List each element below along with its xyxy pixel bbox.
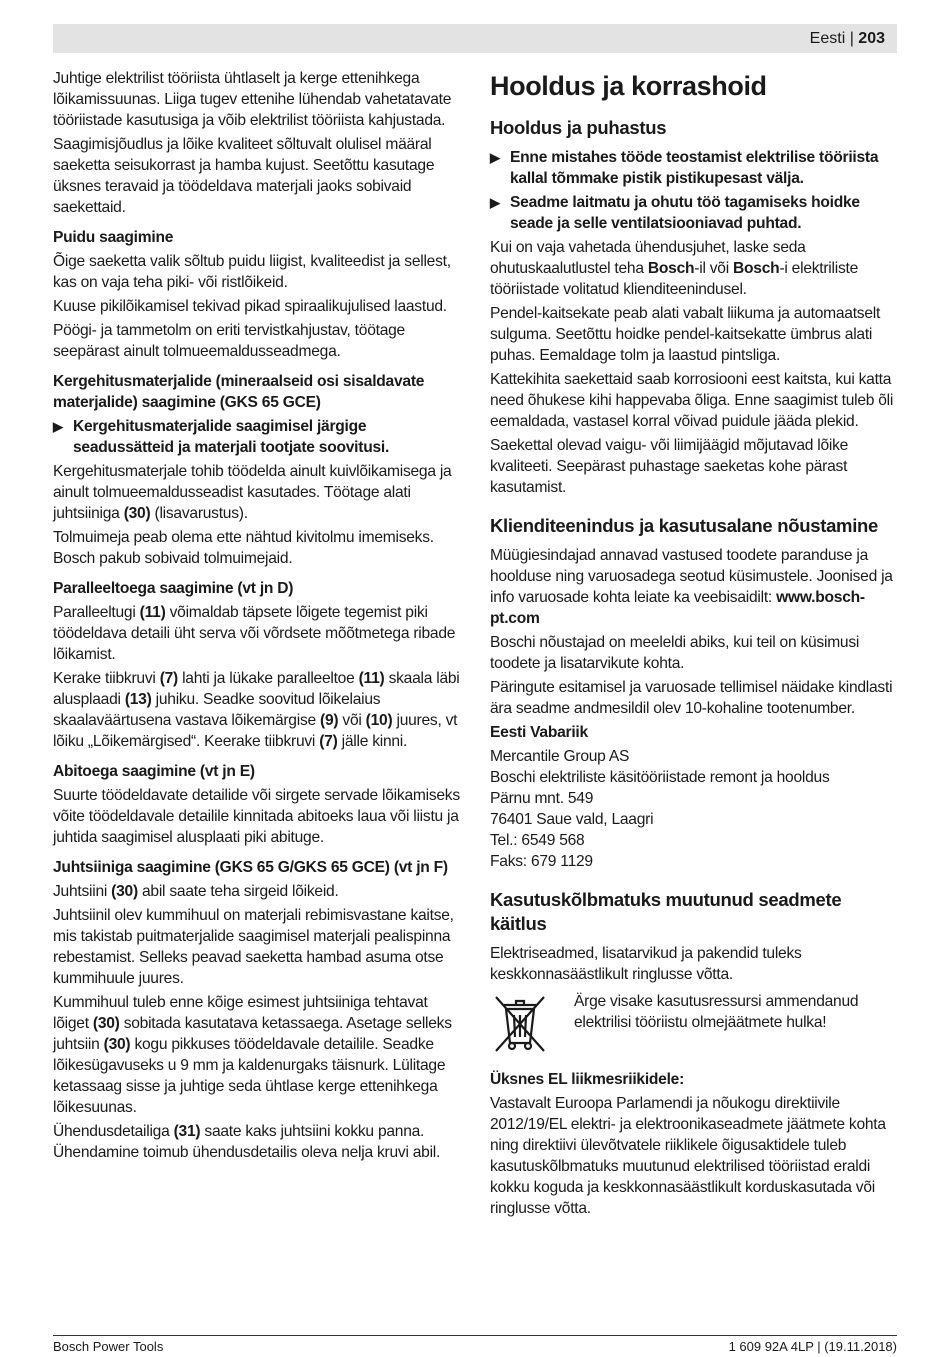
heading-maintenance: Hooldus ja puhastus (490, 117, 667, 138)
disposal-text: Ärge visake kasutusressursi ammendanud elektrilisi tööriistu olmejäätmete hulka! (574, 993, 859, 1031)
paragraph: Juhtsiinil olev kummihuul on materjali rebimisvastane kaitse, mis takistab puitmaterjalide saagimisel materjali pealispinna rebestamist. Selleks peavad saeketta hambad asuma otse kummihuule juures. (53, 907, 454, 987)
text-run: skaala läbi alusplaadi (53, 670, 460, 708)
page-header-bar (53, 24, 897, 53)
website-link[interactable]: www.bosch-pt.com (490, 589, 865, 627)
heading-eu: Üksnes EL liikmesriikidele: (490, 1071, 685, 1088)
text-run: juures, vt lõiku „Lõikemärgised“. Keerake tiibkruvi (53, 712, 458, 750)
text-run: Kui on vaja vahetada ühendusjuhet, laske seda ohutuskaalutlustel teha (490, 239, 806, 277)
triangle-pointer-icon: ▶ (490, 195, 500, 210)
text-run: või (338, 712, 366, 729)
ref-number: (11) (358, 670, 385, 687)
text-run: Ühendusdetailiga (53, 1123, 174, 1140)
left-column (53, 68, 463, 1166)
footer-brand: Bosch Power Tools (53, 1339, 164, 1354)
paragraph: Kattekihita saekettaid saab korrosiooni eest kaitsta, kui katta need õhukese kihi happevaba õliga. Enne saagimist tuleb õli eemaldada, vastasel korral võivad puidule jääda plekid. (490, 371, 894, 430)
heading-wood: Puidu saagimine (53, 229, 174, 246)
text-run: saate kaks juhtsiini kokku panna. Ühendamine toimub ühendusdetailis oleva nelja kruvi abil. (53, 1123, 441, 1161)
text-run: Kummihuul tuleb enne kõige esimest juhtsiiniga tehtavat lõiget (53, 994, 428, 1032)
brand-name: Bosch (733, 260, 780, 277)
brand-name: Bosch (647, 260, 695, 277)
warning-text: Seadme laitmatu ja ohutu töö tagamiseks hoidke seade ja selle ventilatsiooniavad puhtad. (510, 194, 860, 232)
ref-number: (31) (173, 1123, 201, 1140)
disposal-notice (490, 991, 900, 1055)
ref-number: (7) (159, 670, 178, 687)
footer-doc-id: 1 609 92A 4LP | (19.11.2018) (728, 1339, 897, 1354)
ref-number: (9) (320, 712, 339, 729)
ref-number: (30) (103, 1036, 131, 1053)
warning-item (490, 192, 900, 234)
ref-number: (30) (111, 883, 138, 900)
text-run: juhiku. Seadke soovitud lõikelaius skaalaväärtusena vastava lõikemärgise (53, 691, 381, 729)
paragraph (53, 1121, 463, 1163)
address-line: 76401 Saue vald, Laagri (490, 811, 654, 828)
text-run: Paralleeltugi (53, 604, 140, 621)
paragraph (53, 668, 463, 752)
address-line: Boschi elektriliste käsitööriistade remont ja hooldus (490, 769, 830, 786)
paragraph: Saekettal olevad vaigu- või liimijäägid mõjutavad lõike kvaliteeti. Seepärast puhastage saeketas kohe pärast kasutamist. (490, 437, 849, 496)
ref-number: (13) (124, 691, 152, 708)
text-run: Kergehitusmaterjale tohib töödelda ainult kuivlõikamisega ja ainult tolmueemaldusseadist kasutades. Töötage alati juhtsiiniga (53, 463, 452, 522)
text-run: Müügiesindajad annavad vastused toodete paranduse ja hoolduse ning varuosadega seotud küsimustele. Joonised ja info varuosade kohta leiate ka veebisaidilt: (490, 547, 893, 606)
warning-item (490, 147, 900, 189)
paragraph: Pendel-kaitsekate peab alati vabalt liikuma ja automaatselt sulguma. Seetõttu hoidke pendel-kaitsekatte ümbrus alati puhas. Eemaldage tolm ja laastud pintsliga. (490, 305, 881, 364)
ref-number: (7) (319, 733, 338, 750)
paragraph: Pöögi- ja tammetolm on eriti tervistkahjustav, töötage seepärast ainult tolmueemaldusseadmega. (53, 322, 405, 360)
heading-disposal: Kasutuskõlbmatuks muutunud seadmete käitlus (490, 889, 842, 934)
paragraph: Juhtige elektrilist tööriista ühtlaselt ja kerge ettenihkega lõikamissuunas. Liiga tugev ettenihe lühendab vahetatavate tööriistade kasutusiga ja võib elektrilist tööriista kahjustada. (53, 70, 452, 129)
text-run: kogu pikkuses töödeldavale detailile. Seadke lõikesügavuseks u 9 mm ja kaldenurgaks täisnurk. Lülitage ketassaag sisse ja juhtige seda ühtlase kerge ettenihkega lõikesuunas. (53, 1036, 446, 1116)
address-line: Tel.: 6549 568 (490, 832, 585, 849)
text-run: Juhtsiini (53, 883, 112, 900)
text-run: (lisavarustus). (150, 505, 248, 522)
warning-text: Enne mistahes tööde teostamist elektrilise tööriista kallal tõmmake pistik pistikupesast välja. (510, 149, 879, 187)
ref-number: (30) (92, 1015, 120, 1032)
paragraph: Saagimisjõudlus ja lõike kvaliteet sõltuvalt olulisel määral saeketta seisukorrast ja hamba kujust. Seetõttu kasutage üksnes teravaid ja töödeldava materjali jaoks sobivaid saekettaid. (53, 136, 435, 216)
paragraph (53, 881, 463, 902)
warning-item (53, 416, 463, 458)
warning-text: Kergehitusmaterjalide saagimisel järgige seadussätteid ja materjali tootjate soovitusi. (73, 418, 390, 456)
paragraph: Vastavalt Euroopa Parlamendi ja nõukogu direktiivile 2012/19/EL elektri- ja elektroonikaseadmete jäätmete kohta ning direktiivi ülevõtvatele riiklikele õigusaktidele tuleb kasutuskõlbmatuks muutunud elektrilised tööriistad eraldi kokku koguda ja keskkonnasäästlikult korduskasutada või ringlusse võtta. (490, 1095, 886, 1217)
heading-aux: Abitoega saagimine (vt jn E) (53, 763, 255, 780)
paragraph: Päringute esitamisel ja varuosade tellimisel näidake kindlasti ära seadme andmesildil olev 10-kohaline tootenumber. (490, 679, 893, 717)
paragraph: Tolmuimeja peab olema ette nähtud kivitolmu imemiseks. Bosch pakub sobivaid tolmuimejaid. (53, 529, 434, 567)
heading-service: Klienditeenindus ja kasutusalane nõustamine (490, 515, 879, 536)
ref-number: (10) (365, 712, 393, 729)
right-column (490, 68, 900, 1222)
ref-number: (30) (123, 505, 151, 522)
header-language: Eesti (809, 30, 846, 47)
paragraph: Kuuse pikilõikamisel tekivad pikad spiraalikujulised laastud. (53, 298, 447, 315)
paragraph: Elektriseadmed, lisatarvikud ja pakendid tuleks keskkonnasäästlikult ringlusse võtta. (490, 945, 802, 983)
address-block (490, 746, 900, 872)
paragraph (53, 602, 463, 665)
paragraph: Õige saeketta valik sõltub puidu liigist, kvaliteedist ja sellest, kas on vaja teha piki- või ristlõikeid. (53, 253, 451, 291)
address-line: Pärnu mnt. 549 (490, 790, 594, 807)
paragraph: Suurte töödeldavate detailide või sirgete servade lõikamiseks võite töödeldavale detailile kinnitada abitoeks laua või liistu ja juhtida saagimisel alusplaati piki abituge. (53, 787, 460, 846)
paragraph (490, 237, 900, 300)
text-run: -il või (694, 260, 734, 277)
paragraph (53, 461, 463, 524)
heading-guide-rail: Juhtsiiniga saagimine (GKS 65 G/GKS 65 GCE) (vt jn F) (53, 859, 448, 876)
text-run: jälle kinni. (337, 733, 408, 750)
heading-country: Eesti Vabariik (490, 724, 588, 741)
heading-parallel: Paralleeltoega saagimine (vt jn D) (53, 580, 294, 597)
paragraph: Boschi nõustajad on meeleldi abiks, kui teil on küsimusi toodete ja lisatarvikute kohta. (490, 634, 860, 672)
page-number: 203 (858, 30, 885, 47)
address-line: Mercantile Group AS (490, 748, 630, 765)
footer-rule (53, 1335, 897, 1336)
text-run: abil saate teha sirgeid lõikeid. (137, 883, 339, 900)
crossed-out-wheelie-bin-icon (490, 991, 550, 1055)
paragraph (490, 545, 900, 629)
ref-number: (11) (139, 604, 166, 621)
text-run: -i elektriliste tööriistade volitatud klienditeenindusel. (490, 260, 859, 298)
text-run: võimaldab täpsete lõigete tegemist piki töödeldava detaili üht serva või võrdsete mõõtmetega ribade lõikamist. (53, 604, 456, 663)
triangle-pointer-icon: ▶ (490, 150, 500, 165)
text-run: Kerake tiibkruvi (53, 670, 160, 687)
triangle-pointer-icon: ▶ (53, 419, 63, 434)
paragraph (53, 992, 463, 1118)
text-run: sobitada kasutatava ketassaega. Asetage selleks juhtsiin (53, 1015, 452, 1053)
main-heading: Hooldus ja korrashoid (490, 71, 767, 101)
address-line: Faks: 679 1129 (490, 853, 593, 870)
page-header (810, 30, 885, 48)
text-run: lahti ja lükake paralleeltoe (178, 670, 359, 687)
header-separator: | (845, 30, 859, 47)
heading-mineral: Kergehitusmaterjalide (mineraalseid osi sisaldavate materjalide) saagimine (GKS 65 GCE) (53, 373, 425, 411)
